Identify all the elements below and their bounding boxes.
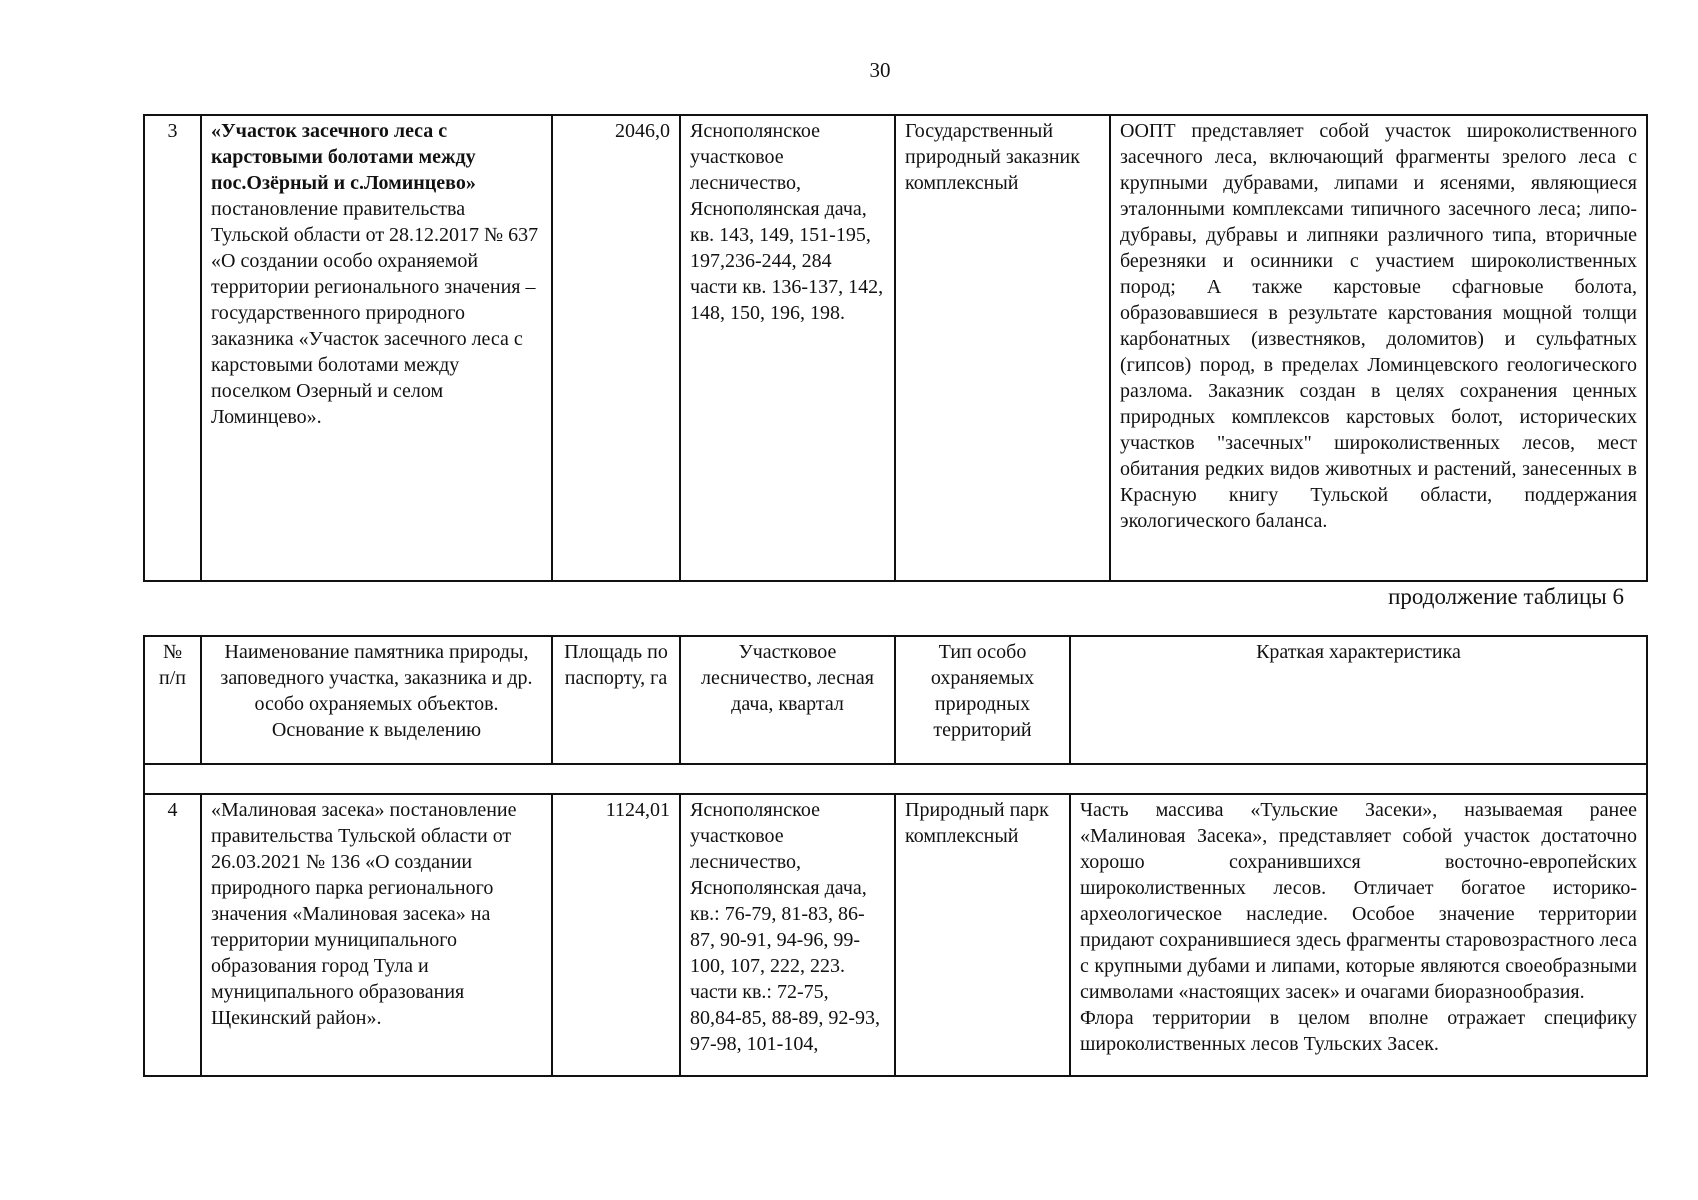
territory-type: Природный парк комплексный <box>895 794 1070 1076</box>
page-number: 30 <box>869 58 891 82</box>
description: ООПТ представляет собой участок широколиственного засечного леса, включающий фрагменты зрелого леса с крупными дубравами, липами и ясенями, являющиеся эталонными комплексами типичного засечного леса; липо-дубравы, дубравы и липняки различного типа, вторичные березняки и осинники с участием широколиственных пород; А также карстовые сфагновые болота, образовавшиеся в результате карстования мощной толщи карбонатных (известняков, доломитов) и сульфатных (гипсов) пород, в пределах Ломинцевского геологического разлома. Заказник создан в целях сохранения ценных природных комплексов карстовых болот, исторических участков "засечных" широколиственных лесов, мест обитания редких видов животных и растений, занесенных в Красную книгу Тульской области, поддержания экологического баланса. <box>1110 115 1647 581</box>
territory-type: Государственный природный заказник комплексный <box>895 115 1110 581</box>
reserve-name-cell: «Малиновая засека» постановление правительства Тульской области от 26.03.2021 № 136 «О создании природного парка регионального значения «Малиновая засека» на территории муниципального образования город Тула и муниципального образования Щекинский район». <box>201 794 552 1076</box>
spacer-cell <box>144 764 1647 794</box>
reserve-name-cell <box>201 115 552 581</box>
header-forestry: Участковое лесничество, лесная дача, квартал <box>680 636 895 764</box>
table-continuation-label: продолжение таблицы 6 <box>1388 584 1624 609</box>
header-description: Краткая характеристика <box>1070 636 1647 764</box>
area-value: 2046,0 <box>552 115 680 581</box>
description <box>1070 794 1647 1076</box>
header-area: Площадь по паспорту, га <box>552 636 680 764</box>
description-paragraph: Флора территории в целом вполне отражает специфику широколиственных лесов Тульских Засек. <box>1080 1007 1637 1055</box>
reserves-table-top <box>143 114 1648 582</box>
area-value: 1124,01 <box>552 794 680 1076</box>
reserve-name: «Участок засечного леса с карстовыми болотами между пос.Озёрный и с.Ломинцево» <box>211 120 476 194</box>
forestry-info: Яснополянское участковое лесничество, Яснополянская дача, кв. 143, 149, 151-195, 197,236-244, 284 части кв. 136-137, 142, 148, 150, 196, 198. <box>680 115 895 581</box>
header-num: № п/п <box>144 636 201 764</box>
row-number: 3 <box>144 115 201 581</box>
forestry-info: Яснополянское участковое лесничество, Яснополянская дача, кв.: 76-79, 81-83, 86-87, 90-91, 94-96, 99-100, 107, 222, 223. части кв.: 72-75, 80,84-85, 88-89, 92-93, 97-98, 101-104, <box>680 794 895 1076</box>
table-row <box>144 115 1647 581</box>
table-header-row <box>144 636 1647 764</box>
header-name: Наименование памятника природы, заповедного участка, заказника и др. особо охраняемых объектов. Основание к выделению <box>201 636 552 764</box>
reserve-basis: постановление правительства Тульской области от 28.12.2017 № 637 «О создании особо охраняемой территории регионального значения – государственного природного заказника «Участок засечного леса с карстовыми болотами между поселком Озерный и селом Ломинцево». <box>211 198 539 428</box>
table-row <box>144 794 1647 1076</box>
header-type: Тип особо охраняемых природных территорий <box>895 636 1070 764</box>
reserves-table-bottom <box>143 635 1648 1077</box>
table-spacer-row <box>144 764 1647 794</box>
description-paragraph: Часть массива «Тульские Засеки», называемая ранее «Малиновая Засека», представляет собой участок достаточно хорошо сохранившихся восточно-европейских широколиственных лесов. Отличает богатое историко-археологическое наследие. Особое значение территории придают сохранившиеся здесь фрагменты старовозрастного леса с крупными дубами и липами, которые являются своеобразными символами «настоящих засек» и очагами биоразнообразия. <box>1080 799 1637 1003</box>
row-number: 4 <box>144 794 201 1076</box>
